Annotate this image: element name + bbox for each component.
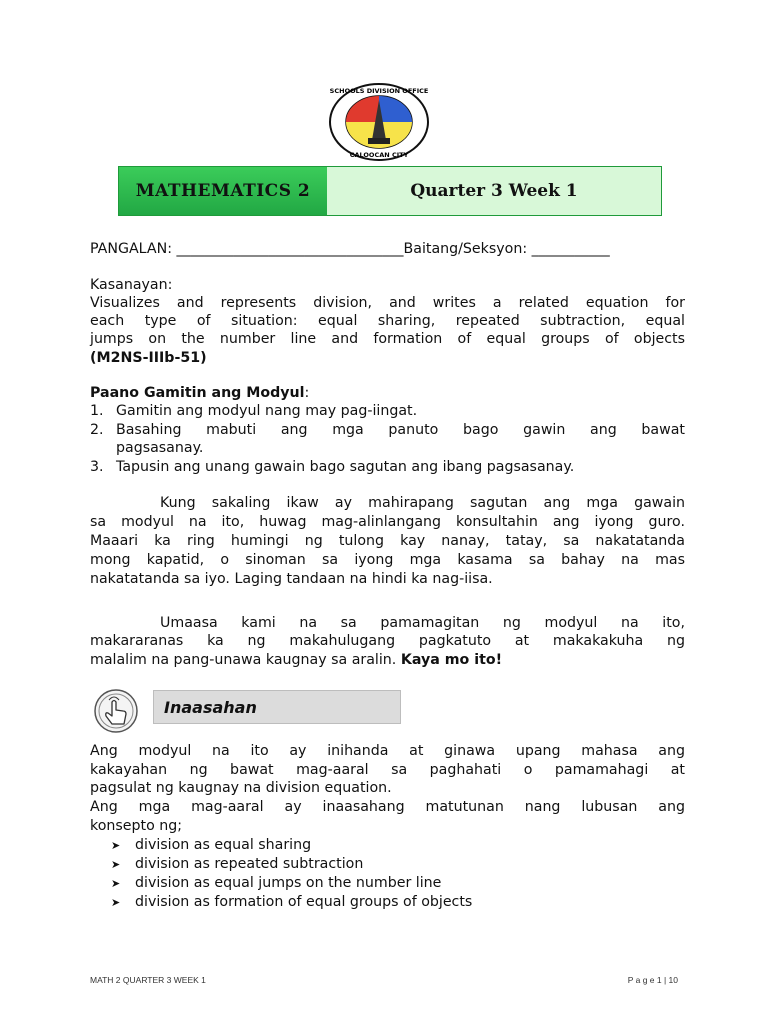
logo-bottom-text: CALOOCAN CITY (349, 151, 409, 159)
para3-line-1: Ang modyul na ito ay inihanda at ginawa upang mahasa ang (90, 743, 685, 759)
list-text: Basahing mabuti ang mga panuto bago gawin ang bawat (116, 422, 685, 438)
schools-division-office-logo (328, 82, 430, 162)
paano-item-2-cont: pagsasanay. (116, 440, 204, 456)
logo-top-text: SCHOOLS DIVISION OFFICE (329, 87, 429, 95)
bullet-text: division as repeated subtraction (135, 856, 364, 872)
page-number: P a g e 1 | 10 (627, 975, 678, 985)
para3-line-5: konsepto ng; (90, 818, 183, 834)
kasanayan-line-1: Visualizes and represents division, and writes a related equation for (90, 295, 685, 311)
name-field[interactable]: ________________________________ (176, 241, 404, 257)
list-text: Tapusin ang unang gawain bago sagutan ang ibang pagsasanay. (116, 459, 575, 475)
bullet-item (111, 893, 472, 912)
paano-heading (90, 384, 309, 402)
para2-line-1: Umaasa kami na sa pamamagitan ng modyul na ito, (160, 615, 685, 631)
student-info-line (90, 240, 610, 258)
encouragement-text: Kaya mo ito! (400, 652, 503, 668)
hand-touch-icon (92, 688, 142, 734)
footer-left: MATH 2 QUARTER 3 WEEK 1 (90, 975, 206, 985)
para1-line-5: nakatatanda sa iyo. Laging tandaan na hindi ka nag-iisa. (90, 571, 493, 587)
para2-line-2: makararanas ka ng makahulugang pagkatuto at makakakuha ng (90, 633, 685, 649)
arrow-bullet-icon: ➤ (111, 877, 121, 890)
kasanayan-colon: : (167, 277, 173, 293)
para2-text: malalim na pang-unawa kaugnay sa aralin. (90, 652, 397, 668)
grade-section-field[interactable]: ___________ (531, 241, 610, 257)
kasanayan-heading-text: Kasanayan (90, 277, 168, 293)
para1-line-4: mong kapatid, o sinoman sa iyong mga kasama sa bahay na mas (90, 552, 685, 568)
bullet-text: division as formation of equal groups of objects (135, 894, 473, 910)
list-number: 3. (90, 459, 104, 475)
paano-colon: : (304, 385, 310, 401)
arrow-bullet-icon: ➤ (111, 839, 121, 852)
para1-line-2: sa modyul na ito, huwag mag-alinlangang konsultahin ang iyong guro. (90, 514, 685, 530)
name-label: PANGALAN: (90, 241, 172, 257)
bullet-item (111, 874, 441, 893)
para3-line-2: kakayahan ng bawat mag-aaral sa paghahati o pamamahagi at (90, 762, 685, 778)
para1-line-3: Maaari ka ring humingi ng tulong kay nanay, tatay, sa nakatatanda (90, 533, 685, 549)
module-header (118, 166, 662, 216)
bullet-item (111, 855, 363, 874)
paano-item-3 (90, 458, 574, 476)
bullet-text: division as equal jumps on the number line (135, 875, 442, 891)
kasanayan-line-3: jumps on the number line and formation of equal groups of objects (90, 331, 685, 347)
para2-line-3 (90, 651, 502, 669)
arrow-bullet-icon: ➤ (111, 896, 121, 909)
inaasahan-title: Inaasahan (153, 690, 401, 724)
para3-line-3: pagsulat ng kaugnay na division equation. (90, 780, 392, 796)
bullet-text: division as equal sharing (135, 837, 312, 853)
para1-line-1: Kung sakaling ikaw ay mahirapang sagutan ang mga gawain (160, 495, 685, 511)
kasanayan-heading (90, 276, 172, 294)
para3-line-4: Ang mga mag-aaral ay inaasahang matutunan nang lubusan ang (90, 799, 685, 815)
paano-item-2 (90, 421, 685, 439)
paano-heading-text: Paano Gamitin ang Modyul (90, 385, 305, 401)
bullet-item (111, 836, 311, 855)
list-text: Gamitin ang modyul nang may pag-iingat. (116, 403, 418, 419)
arrow-bullet-icon: ➤ (111, 858, 121, 871)
quarter-week-title: Quarter 3 Week 1 (327, 167, 661, 215)
competency-code: (M2NS-IIIb-51) (90, 350, 207, 366)
list-number: 1. (90, 403, 104, 419)
subject-title: MATHEMATICS 2 (119, 167, 327, 215)
paano-item-1 (90, 402, 417, 420)
kasanayan-line-2: each type of situation: equal sharing, repeated subtraction, equal (90, 313, 685, 329)
list-number: 2. (90, 422, 104, 438)
grade-section-label: Baitang/Seksyon: (403, 241, 528, 257)
